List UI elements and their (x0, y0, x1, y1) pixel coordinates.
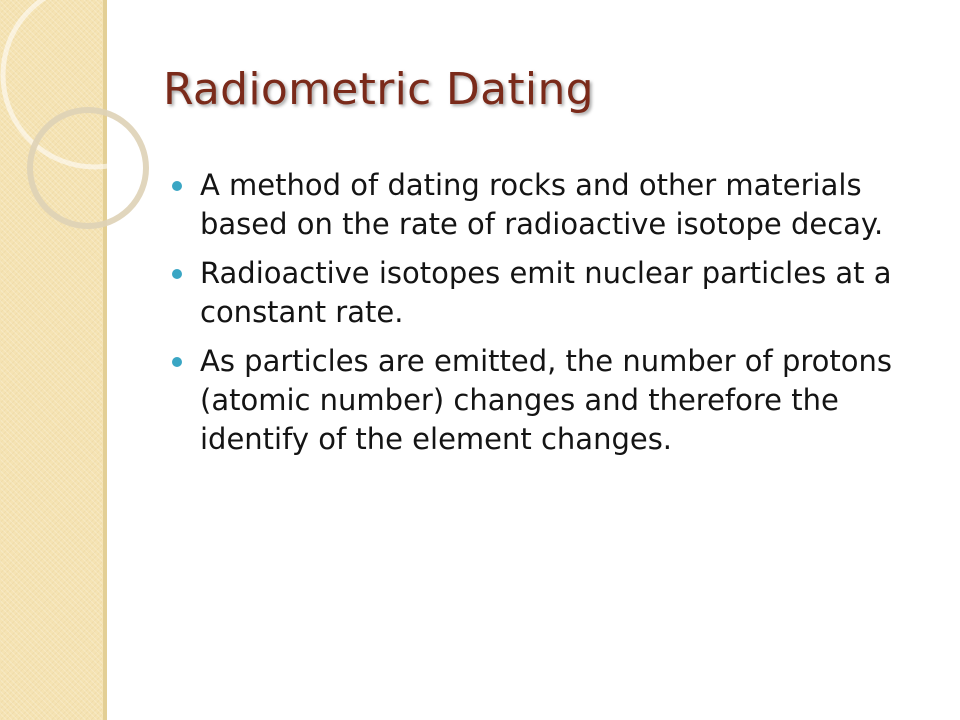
bullet-text: As particles are emitted, the number of protons (atomic number) changes and therefore the identify of the element changes. (200, 344, 892, 456)
bullet-item (172, 166, 932, 244)
bullet-text: Radioactive isotopes emit nuclear particles at a constant rate. (200, 256, 892, 329)
bullet-dot-icon (172, 357, 182, 367)
bullet-item (172, 254, 932, 332)
bullet-dot-icon (172, 181, 182, 191)
bullet-item (172, 342, 932, 459)
bullet-dot-icon (172, 269, 182, 279)
decorative-circles (0, 0, 160, 260)
slide-title: Radiometric Dating (163, 64, 594, 115)
bullet-text: A method of dating rocks and other materials based on the rate of radioactive isotope decay. (200, 168, 884, 241)
bullet-list (172, 166, 932, 469)
